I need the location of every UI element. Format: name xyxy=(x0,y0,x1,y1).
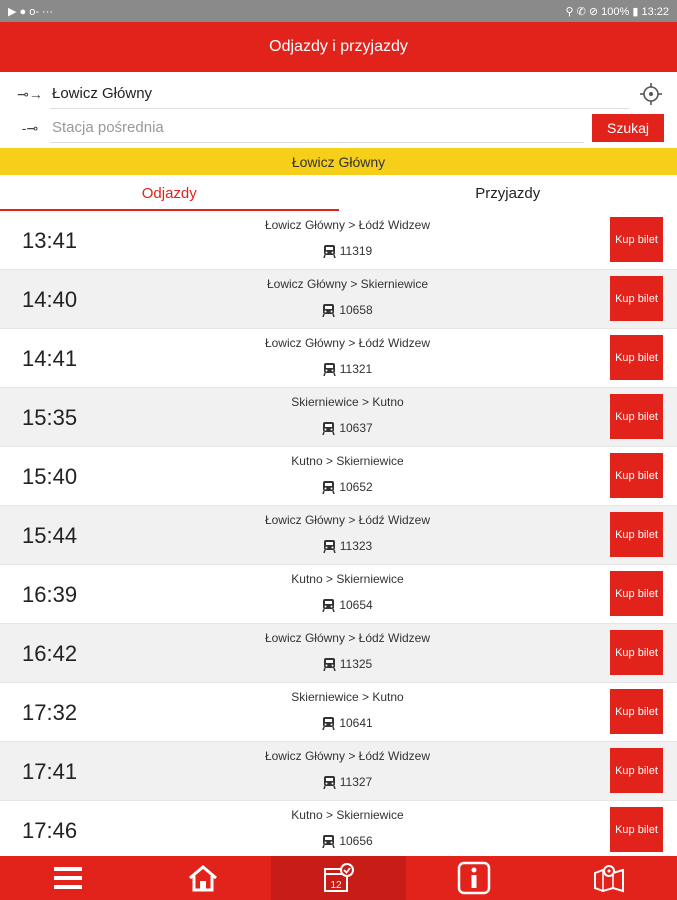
route-label: Łowicz Główny > Łódź Widzew xyxy=(264,218,431,232)
train-number: 11325 xyxy=(339,657,373,671)
nav-timetable[interactable] xyxy=(271,856,406,900)
app-bar xyxy=(0,22,677,72)
departure-row[interactable] xyxy=(0,624,677,683)
train-info xyxy=(220,657,475,671)
departure-row[interactable] xyxy=(0,447,677,506)
departure-time: 17:32 xyxy=(22,700,78,725)
status-left: ▶ ● o- ··· xyxy=(8,5,54,18)
calendar-badge: 12 xyxy=(329,880,342,891)
train-number: 11327 xyxy=(339,775,373,789)
buy-ticket-button[interactable]: Kup bilet xyxy=(610,276,663,321)
departure-time: 15:40 xyxy=(22,464,78,489)
train-icon xyxy=(322,480,335,494)
departure-time: 15:44 xyxy=(22,523,78,548)
route-label: Łowicz Główny > Skierniewice xyxy=(266,277,429,291)
from-station-input[interactable] xyxy=(50,80,629,109)
station-name: Łowicz Główny xyxy=(291,153,386,170)
departure-time: 14:40 xyxy=(22,287,78,312)
train-icon xyxy=(323,657,336,671)
bottom-nav xyxy=(0,856,677,900)
info-icon xyxy=(457,861,491,895)
buy-ticket-button[interactable]: Kup bilet xyxy=(610,217,663,262)
train-info xyxy=(220,303,475,317)
route-label: Skierniewice > Kutno xyxy=(291,395,404,409)
departure-row[interactable] xyxy=(0,506,677,565)
train-number: 11319 xyxy=(339,244,373,258)
train-info xyxy=(220,421,475,435)
departure-row[interactable] xyxy=(0,329,677,388)
departures-list[interactable] xyxy=(0,211,677,856)
route-label: Kutno > Skierniewice xyxy=(291,808,404,822)
route-label: Łowicz Główny > Łódź Widzew xyxy=(264,631,431,645)
buy-ticket-button[interactable]: Kup bilet xyxy=(610,689,663,734)
origin-arrow-icon: ⊸→ xyxy=(17,85,43,102)
calendar-check-icon xyxy=(322,863,356,893)
from-row xyxy=(0,76,677,112)
page-title: Odjazdy i przyjazdy xyxy=(269,38,408,55)
train-info xyxy=(220,244,475,258)
train-info xyxy=(220,716,475,730)
train-icon xyxy=(323,539,336,553)
tab-bar xyxy=(0,175,677,211)
status-bar xyxy=(0,0,677,22)
search-button[interactable]: Szukaj xyxy=(592,114,664,142)
train-number: 10652 xyxy=(339,480,373,494)
map-icon xyxy=(593,863,625,893)
buy-ticket-button[interactable]: Kup bilet xyxy=(610,453,663,498)
train-icon xyxy=(322,598,335,612)
departure-time: 14:41 xyxy=(22,346,78,371)
train-icon xyxy=(323,775,336,789)
search-panel xyxy=(0,72,677,148)
train-number: 10637 xyxy=(339,421,373,435)
train-icon xyxy=(323,362,336,376)
train-number: 11321 xyxy=(339,362,373,376)
train-icon xyxy=(322,421,335,435)
departure-time: 16:39 xyxy=(22,582,78,607)
status-right: ⚲ ✆ ⊘ 100% ▮ 13:22 xyxy=(565,5,669,18)
departure-time: 17:46 xyxy=(22,818,78,843)
train-info xyxy=(220,480,475,494)
train-info xyxy=(220,775,475,789)
train-info xyxy=(220,362,475,376)
station-banner xyxy=(0,148,677,175)
via-arrow-icon: -⊸ xyxy=(21,119,39,136)
buy-ticket-button[interactable]: Kup bilet xyxy=(610,335,663,380)
buy-ticket-button[interactable]: Kup bilet xyxy=(610,748,663,793)
buy-ticket-button[interactable]: Kup bilet xyxy=(610,512,663,557)
home-icon xyxy=(188,864,218,892)
train-icon xyxy=(322,303,335,317)
departure-time: 15:35 xyxy=(22,405,78,430)
train-number: 10658 xyxy=(339,303,373,317)
departure-row[interactable] xyxy=(0,742,677,801)
departure-time: 13:41 xyxy=(22,228,78,253)
route-label: Łowicz Główny > Łódź Widzew xyxy=(264,336,431,350)
train-icon xyxy=(322,716,335,730)
route-label: Kutno > Skierniewice xyxy=(291,454,404,468)
departure-time: 17:41 xyxy=(22,759,78,784)
tab-arrivals[interactable]: Przyjazdy xyxy=(475,184,541,202)
train-number: 10654 xyxy=(339,598,373,612)
departure-time: 16:42 xyxy=(22,641,78,666)
nav-map[interactable] xyxy=(542,856,677,900)
train-info xyxy=(220,539,475,553)
train-info xyxy=(220,598,475,612)
train-icon xyxy=(323,244,336,258)
train-icon xyxy=(322,834,335,848)
departure-row[interactable] xyxy=(0,388,677,447)
locate-icon[interactable] xyxy=(639,82,663,106)
nav-menu[interactable] xyxy=(0,856,135,900)
departure-row[interactable] xyxy=(0,270,677,329)
menu-icon xyxy=(53,865,83,891)
departure-row[interactable] xyxy=(0,683,677,742)
train-info xyxy=(220,834,475,848)
route-label: Kutno > Skierniewice xyxy=(291,572,404,586)
buy-ticket-button[interactable]: Kup bilet xyxy=(610,571,663,616)
buy-ticket-button[interactable]: Kup bilet xyxy=(610,807,663,852)
nav-home[interactable] xyxy=(135,856,270,900)
via-station-input[interactable] xyxy=(50,114,584,143)
departure-row[interactable] xyxy=(0,565,677,624)
via-row xyxy=(0,110,677,146)
route-label: Łowicz Główny > Łódź Widzew xyxy=(264,513,431,527)
buy-ticket-button[interactable]: Kup bilet xyxy=(610,394,663,439)
train-number: 10641 xyxy=(339,716,373,730)
nav-info[interactable] xyxy=(406,856,541,900)
departure-row[interactable] xyxy=(0,801,677,856)
tab-departures[interactable]: Odjazdy xyxy=(0,175,339,211)
departure-row[interactable] xyxy=(0,211,677,270)
route-label: Łowicz Główny > Łódź Widzew xyxy=(264,749,431,763)
route-label: Skierniewice > Kutno xyxy=(291,690,404,704)
train-number: 10656 xyxy=(339,834,373,848)
buy-ticket-button[interactable]: Kup bilet xyxy=(610,630,663,675)
train-number: 11323 xyxy=(339,539,373,553)
